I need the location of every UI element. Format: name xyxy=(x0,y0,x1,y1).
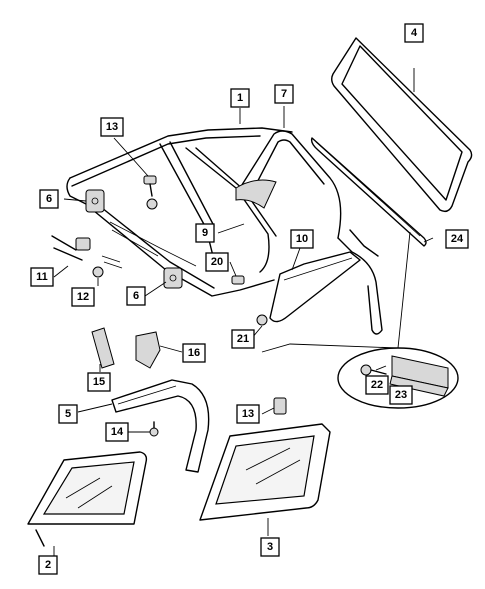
callout-6-upper xyxy=(40,190,58,208)
callout-12 xyxy=(72,288,94,306)
callout-label: 20 xyxy=(210,256,224,268)
callout-21 xyxy=(232,330,254,348)
window-seal-part-4 xyxy=(332,38,472,211)
bolt-part-13-lower xyxy=(274,398,286,414)
callout-label: 11 xyxy=(36,271,48,283)
knob-part-21 xyxy=(257,315,267,325)
callout-5 xyxy=(59,405,77,423)
weatherstrip-part-24 xyxy=(312,138,426,246)
callout-label: 21 xyxy=(236,333,250,345)
callout-20 xyxy=(206,253,228,271)
callout-label: 4 xyxy=(410,27,418,39)
bolt-part-13-upper xyxy=(144,176,157,209)
callout-7 xyxy=(275,85,293,103)
callout-label: 12 xyxy=(76,291,90,303)
callout-label: 14 xyxy=(110,426,124,438)
strap-part-15 xyxy=(92,328,114,368)
callout-label: 1 xyxy=(236,92,244,104)
holder-part-16 xyxy=(136,332,160,368)
callout-24 xyxy=(446,230,468,248)
callout-13-upper xyxy=(101,118,123,136)
callout-label: 7 xyxy=(280,88,288,100)
callout-label: 16 xyxy=(187,347,201,359)
callout-label: 23 xyxy=(394,389,408,401)
callout-label: 13 xyxy=(241,408,255,420)
callout-label: 24 xyxy=(450,233,464,245)
quarter-window-right-part-3 xyxy=(200,424,330,520)
quarter-window-left-part-2 xyxy=(28,452,146,546)
callout-label: 6 xyxy=(45,193,53,205)
clip-part-20 xyxy=(232,276,244,284)
callout-13-lower xyxy=(237,405,259,423)
callout-2 xyxy=(39,556,57,574)
callout-label: 22 xyxy=(370,379,384,391)
callout-1 xyxy=(231,89,249,107)
callout-23 xyxy=(390,386,412,404)
callout-label: 10 xyxy=(295,233,309,245)
callout-16 xyxy=(183,344,205,362)
callout-label: 3 xyxy=(266,541,274,553)
callout-9 xyxy=(196,224,214,242)
callout-6-lower xyxy=(127,287,145,305)
callout-22 xyxy=(366,376,388,394)
callout-label: 9 xyxy=(201,227,209,239)
callout-label: 6 xyxy=(132,290,140,302)
callout-label: 13 xyxy=(105,121,119,133)
callout-11 xyxy=(31,268,53,286)
callout-3 xyxy=(261,538,279,556)
callout-15 xyxy=(88,373,110,391)
callout-label: 15 xyxy=(92,376,106,388)
callout-14 xyxy=(106,423,128,441)
callout-10 xyxy=(291,230,313,248)
callout-label: 5 xyxy=(64,408,72,420)
side-rod-part-10 xyxy=(270,252,360,322)
callout-4 xyxy=(405,24,423,42)
callout-label: 2 xyxy=(44,559,52,571)
